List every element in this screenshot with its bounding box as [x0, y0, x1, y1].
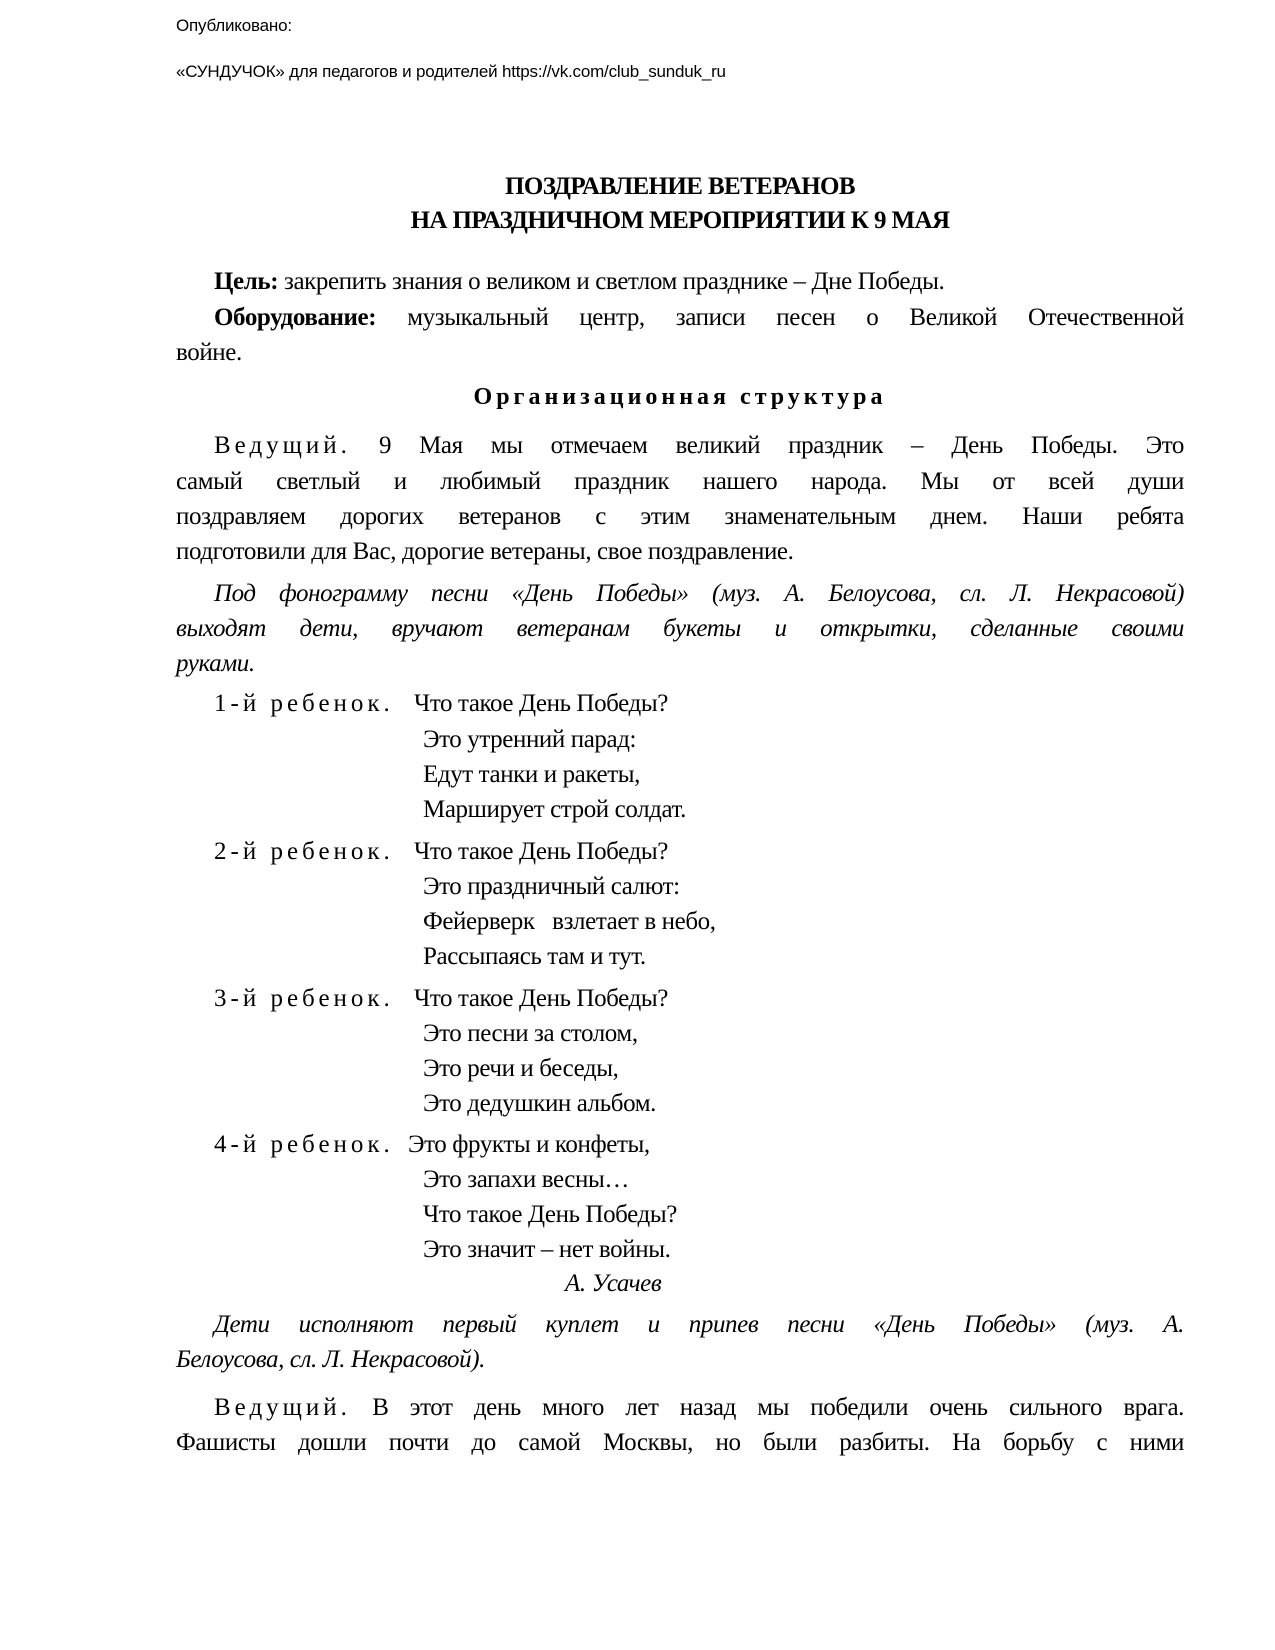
stanza-3-first-line: Что такое День Победы?: [414, 985, 668, 1012]
stanza-2-first-line: Что такое День Победы?: [414, 838, 668, 865]
equipment-text-line-1: музыкальный центр, записи песен о Великой Отечественной: [376, 304, 1184, 331]
stanza-4-line-3: Что такое День Победы?: [423, 1201, 677, 1228]
stanza-4-line-2: Это запахи весны…: [423, 1166, 629, 1193]
host-outro-line-1: Ведущий. В этот день много лет назад мы победили очень сильного врага.: [214, 1394, 1184, 1421]
stanza-3-line-2: Это песни за столом,: [423, 1020, 638, 1047]
stanza-4-first-line: Это фрукты и конфеты,: [408, 1131, 650, 1158]
goal-text: закрепить знания о великом и светлом празднике – Дне Победы.: [278, 268, 945, 295]
stanza-2-speaker: 2-й ребенок.: [214, 838, 394, 865]
host-intro-line-1: Ведущий. 9 Мая мы отмечаем великий праздник – День Победы. Это: [214, 432, 1184, 459]
stage-direction-2-line-2: Белоусова, сл. Л. Некрасовой).: [176, 1346, 486, 1373]
stanza-4-speaker: 4-й ребенок.: [214, 1131, 394, 1158]
source-line: «СУНДУЧОК» для педагогов и родителей https://vk.com/club_sunduk_ru: [176, 62, 726, 81]
stanza-2-line-4: Рассыпаясь там и тут.: [423, 943, 646, 970]
poem-author: А. Усачев: [565, 1270, 662, 1297]
stage-direction-1-line-3: руками.: [176, 650, 255, 677]
host-intro-line-2: самый светлый и любимый праздник нашего народа. Мы от всей души: [176, 468, 1184, 495]
stanza-3-speaker: 3-й ребенок.: [214, 985, 394, 1012]
stanza-1-first-line: Что такое День Победы?: [414, 690, 668, 717]
page-title-line-2: НА ПРАЗДНИЧНОМ МЕРОПРИЯТИИ К 9 МАЯ: [410, 207, 950, 234]
host-outro-line-2: Фашисты дошли почти до самой Москвы, но были разбиты. На борьбу с ними: [176, 1429, 1184, 1456]
host-intro-line-3: поздравляем дорогих ветеранов с этим знаменательным днем. Наши ребята: [176, 503, 1184, 530]
stage-direction-1-line-1: Под фонограмму песни «День Победы» (муз. А. Белоусова, сл. Л. Некрасовой): [214, 580, 1184, 607]
host-intro-line-4: подготовили для Вас, дорогие ветераны, свое поздравление.: [176, 538, 794, 565]
equipment-paragraph: [214, 304, 1184, 332]
stanza-2-line-2: Это праздничный салют:: [423, 873, 680, 900]
equipment-text-line-2: войне.: [176, 339, 242, 366]
host-speaker-2: Ведущий.: [214, 1394, 351, 1421]
stanza-3-line-3: Это речи и беседы,: [423, 1055, 619, 1082]
stage-direction-2-line-1: Дети исполняют первый куплет и припев песни «День Победы» (муз. А.: [214, 1311, 1184, 1338]
stanza-2-line-3: Фейерверк взлетает в небо,: [423, 908, 716, 935]
stanza-4-line-4: Это значит – нет войны.: [423, 1236, 671, 1263]
equipment-label: Оборудование:: [214, 304, 377, 331]
stage-direction-1-line-2: выходят дети, вручают ветеранам букеты и открытки, сделанные своими: [176, 615, 1184, 642]
stanza-1-line-4: Марширует строй солдат.: [423, 796, 687, 823]
section-heading: Организационная структура: [473, 384, 887, 410]
stanza-1-line-2: Это утренний парад:: [423, 726, 637, 753]
published-label: Опубликовано:: [176, 16, 292, 35]
host-speaker: Ведущий.: [214, 432, 351, 459]
goal-label: Цель:: [214, 268, 279, 295]
goal-paragraph: [214, 268, 1184, 296]
stanza-1-speaker: 1-й ребенок.: [214, 690, 394, 717]
page-title-line-1: ПОЗДРАВЛЕНИЕ ВЕТЕРАНОВ: [505, 173, 855, 200]
stanza-1-line-3: Едут танки и ракеты,: [423, 761, 640, 788]
stanza-3-line-4: Это дедушкин альбом.: [423, 1090, 656, 1117]
